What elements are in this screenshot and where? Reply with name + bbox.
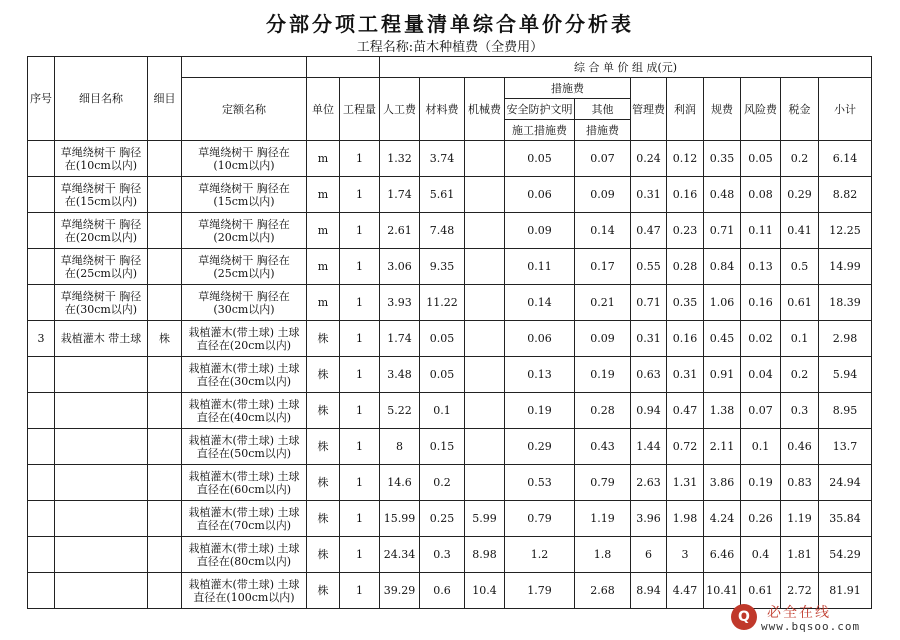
table-header <box>28 57 872 141</box>
cell-other: 0.43 <box>575 429 631 465</box>
cell-seq <box>28 141 55 177</box>
cell-qty: 1 <box>340 177 380 213</box>
cell-fees: 4.24 <box>704 501 741 537</box>
cell-machine <box>465 285 505 321</box>
header-composition: 综 合 单 价 组 成(元) <box>380 57 872 78</box>
cell-fees: 0.84 <box>704 249 741 285</box>
cell-subtotal: 18.39 <box>819 285 872 321</box>
table-row <box>28 177 872 213</box>
cell-safety: 0.11 <box>505 249 575 285</box>
cell-labor: 3.06 <box>380 249 420 285</box>
cell-qty: 1 <box>340 393 380 429</box>
cell-machine <box>465 177 505 213</box>
cell-tax: 0.29 <box>781 177 819 213</box>
cell-profit: 0.72 <box>667 429 704 465</box>
cell-profit: 0.35 <box>667 285 704 321</box>
header-management: 管理费 <box>631 78 667 141</box>
table-row <box>28 321 872 357</box>
cell-seq <box>28 213 55 249</box>
cell-seq <box>28 429 55 465</box>
cell-fees: 0.45 <box>704 321 741 357</box>
cell-mgmt: 0.55 <box>631 249 667 285</box>
cell-profit: 0.47 <box>667 393 704 429</box>
cell-risk: 0.16 <box>741 285 781 321</box>
cell-seq <box>28 501 55 537</box>
cell-safety: 1.2 <box>505 537 575 573</box>
cell-subtotal: 5.94 <box>819 357 872 393</box>
cell-name <box>55 501 148 537</box>
cell-fees: 1.06 <box>704 285 741 321</box>
cell-material: 0.15 <box>420 429 465 465</box>
cell-machine <box>465 393 505 429</box>
table-row <box>28 249 872 285</box>
watermark-logo-icon: Q <box>731 604 757 630</box>
cell-unit: 株 <box>307 393 340 429</box>
cell-qty: 1 <box>340 285 380 321</box>
cell-unit: 株 <box>307 537 340 573</box>
cell-unit: m <box>307 177 340 213</box>
cell-labor: 3.93 <box>380 285 420 321</box>
cell-tax: 2.72 <box>781 573 819 609</box>
cell-quota: 栽植灌木(带土球) 土球直径在(40cm以内) <box>182 393 307 429</box>
watermark-name: 必全在线 <box>767 605 831 621</box>
cell-labor: 8 <box>380 429 420 465</box>
cell-fees: 10.41 <box>704 573 741 609</box>
cell-code <box>148 393 182 429</box>
cell-risk: 0.26 <box>741 501 781 537</box>
header-measures: 措施费 <box>505 78 631 99</box>
cell-qty: 1 <box>340 465 380 501</box>
cell-labor: 14.6 <box>380 465 420 501</box>
cell-code <box>148 249 182 285</box>
cell-unit: 株 <box>307 321 340 357</box>
cell-quota: 栽植灌木(带土球) 土球直径在(70cm以内) <box>182 501 307 537</box>
header-tax: 税金 <box>781 78 819 141</box>
cell-unit: 株 <box>307 429 340 465</box>
cell-machine <box>465 321 505 357</box>
cell-other: 0.07 <box>575 141 631 177</box>
cell-risk: 0.1 <box>741 429 781 465</box>
table-row <box>28 537 872 573</box>
cell-safety: 1.79 <box>505 573 575 609</box>
cell-risk: 0.4 <box>741 537 781 573</box>
cell-profit: 0.16 <box>667 177 704 213</box>
cell-unit: m <box>307 285 340 321</box>
cell-material: 7.48 <box>420 213 465 249</box>
cell-qty: 1 <box>340 249 380 285</box>
page-title: 分部分项工程量清单综合单价分析表 <box>266 12 634 36</box>
cell-code <box>148 357 182 393</box>
cell-quota: 栽植灌木(带土球) 土球直径在(80cm以内) <box>182 537 307 573</box>
cell-fees: 0.71 <box>704 213 741 249</box>
cell-safety: 0.53 <box>505 465 575 501</box>
cell-qty: 1 <box>340 573 380 609</box>
cell-name: 草绳绕树干 胸径在(15cm以内) <box>55 177 148 213</box>
cell-labor: 1.74 <box>380 321 420 357</box>
cell-quota: 栽植灌木(带土球) 土球直径在(60cm以内) <box>182 465 307 501</box>
cell-other: 0.79 <box>575 465 631 501</box>
cell-unit: m <box>307 249 340 285</box>
cell-subtotal: 81.91 <box>819 573 872 609</box>
cell-machine: 8.98 <box>465 537 505 573</box>
cell-subtotal: 2.98 <box>819 321 872 357</box>
cell-tax: 0.3 <box>781 393 819 429</box>
cell-labor: 3.48 <box>380 357 420 393</box>
cell-fees: 2.11 <box>704 429 741 465</box>
cell-mgmt: 0.47 <box>631 213 667 249</box>
cell-other: 0.19 <box>575 357 631 393</box>
cell-risk: 0.11 <box>741 213 781 249</box>
cell-tax: 0.5 <box>781 249 819 285</box>
cell-labor: 5.22 <box>380 393 420 429</box>
header-material: 材料费 <box>420 78 465 141</box>
cell-seq <box>28 573 55 609</box>
cell-unit: m <box>307 213 340 249</box>
cell-name: 草绳绕树干 胸径在(25cm以内) <box>55 249 148 285</box>
unit-price-analysis-table <box>27 56 872 609</box>
header-fees: 规费 <box>704 78 741 141</box>
cell-material: 9.35 <box>420 249 465 285</box>
cell-unit: m <box>307 141 340 177</box>
table-row <box>28 357 872 393</box>
header-seq: 序号 <box>28 57 55 141</box>
cell-name: 草绳绕树干 胸径在(10cm以内) <box>55 141 148 177</box>
cell-safety: 0.14 <box>505 285 575 321</box>
cell-tax: 0.1 <box>781 321 819 357</box>
cell-subtotal: 24.94 <box>819 465 872 501</box>
cell-subtotal: 14.99 <box>819 249 872 285</box>
cell-seq <box>28 285 55 321</box>
cell-name <box>55 573 148 609</box>
cell-subtotal: 12.25 <box>819 213 872 249</box>
cell-name <box>55 465 148 501</box>
cell-mgmt: 0.94 <box>631 393 667 429</box>
cell-material: 11.22 <box>420 285 465 321</box>
cell-machine <box>465 465 505 501</box>
cell-qty: 1 <box>340 141 380 177</box>
cell-machine <box>465 141 505 177</box>
cell-profit: 0.23 <box>667 213 704 249</box>
cell-material: 0.25 <box>420 501 465 537</box>
cell-safety: 0.79 <box>505 501 575 537</box>
cell-material: 0.2 <box>420 465 465 501</box>
table-row <box>28 213 872 249</box>
cell-labor: 15.99 <box>380 501 420 537</box>
cell-profit: 4.47 <box>667 573 704 609</box>
cell-labor: 24.34 <box>380 537 420 573</box>
cell-profit: 0.12 <box>667 141 704 177</box>
cell-risk: 0.02 <box>741 321 781 357</box>
cell-unit: 株 <box>307 501 340 537</box>
cell-material: 0.3 <box>420 537 465 573</box>
cell-mgmt: 1.44 <box>631 429 667 465</box>
cell-code <box>148 573 182 609</box>
cell-name: 草绳绕树干 胸径在(30cm以内) <box>55 285 148 321</box>
cell-quota: 草绳绕树干 胸径在(25cm以内) <box>182 249 307 285</box>
table-row <box>28 429 872 465</box>
header-safety-top: 安全防护文明 <box>505 99 575 120</box>
cell-code <box>148 285 182 321</box>
table-row <box>28 285 872 321</box>
cell-labor: 1.32 <box>380 141 420 177</box>
cell-quota: 栽植灌木(带土球) 土球直径在(100cm以内) <box>182 573 307 609</box>
cell-profit: 1.31 <box>667 465 704 501</box>
cell-tax: 0.61 <box>781 285 819 321</box>
cell-profit: 3 <box>667 537 704 573</box>
cell-material: 0.05 <box>420 321 465 357</box>
cell-seq <box>28 465 55 501</box>
cell-code <box>148 537 182 573</box>
table-body <box>28 141 872 609</box>
cell-fees: 6.46 <box>704 537 741 573</box>
cell-subtotal: 54.29 <box>819 537 872 573</box>
watermark <box>731 604 866 634</box>
cell-other: 1.8 <box>575 537 631 573</box>
cell-safety: 0.06 <box>505 177 575 213</box>
cell-material: 0.05 <box>420 357 465 393</box>
table-row <box>28 393 872 429</box>
cell-safety: 0.13 <box>505 357 575 393</box>
cell-other: 0.28 <box>575 393 631 429</box>
cell-material: 3.74 <box>420 141 465 177</box>
cell-code: 株 <box>148 321 182 357</box>
cell-fees: 0.48 <box>704 177 741 213</box>
cell-material: 5.61 <box>420 177 465 213</box>
cell-other: 0.09 <box>575 321 631 357</box>
cell-profit: 0.28 <box>667 249 704 285</box>
cell-qty: 1 <box>340 213 380 249</box>
cell-other: 0.17 <box>575 249 631 285</box>
table-row <box>28 465 872 501</box>
cell-quota: 栽植灌木(带土球) 土球直径在(30cm以内) <box>182 357 307 393</box>
cell-fees: 1.38 <box>704 393 741 429</box>
cell-subtotal: 8.95 <box>819 393 872 429</box>
header-blank-2 <box>307 57 380 78</box>
cell-subtotal: 6.14 <box>819 141 872 177</box>
header-profit: 利润 <box>667 78 704 141</box>
cell-qty: 1 <box>340 357 380 393</box>
cell-material: 0.1 <box>420 393 465 429</box>
cell-machine <box>465 213 505 249</box>
cell-safety: 0.19 <box>505 393 575 429</box>
header-unit: 单位 <box>307 78 340 141</box>
header-subtotal: 小计 <box>819 78 872 141</box>
cell-name <box>55 537 148 573</box>
cell-mgmt: 8.94 <box>631 573 667 609</box>
cell-subtotal: 35.84 <box>819 501 872 537</box>
cell-safety: 0.09 <box>505 213 575 249</box>
cell-tax: 1.19 <box>781 501 819 537</box>
cell-other: 2.68 <box>575 573 631 609</box>
cell-other: 1.19 <box>575 501 631 537</box>
cell-qty: 1 <box>340 321 380 357</box>
header-safety-bottom: 施工措施费 <box>505 120 575 141</box>
table-row <box>28 141 872 177</box>
header-item-name: 细目名称 <box>55 57 148 141</box>
cell-seq <box>28 537 55 573</box>
cell-quota: 栽植灌木(带土球) 土球直径在(20cm以内) <box>182 321 307 357</box>
header-quota-name: 定额名称 <box>182 78 307 141</box>
cell-safety: 0.29 <box>505 429 575 465</box>
cell-safety: 0.06 <box>505 321 575 357</box>
watermark-url: www.bqsoo.com <box>761 620 861 633</box>
header-item-code: 细目 <box>148 57 182 141</box>
cell-quota: 草绳绕树干 胸径在(10cm以内) <box>182 141 307 177</box>
cell-quota: 草绳绕树干 胸径在(30cm以内) <box>182 285 307 321</box>
cell-profit: 0.16 <box>667 321 704 357</box>
cell-risk: 0.61 <box>741 573 781 609</box>
cell-profit: 0.31 <box>667 357 704 393</box>
header-machine: 机械费 <box>465 78 505 141</box>
cell-other: 0.09 <box>575 177 631 213</box>
cell-fees: 0.91 <box>704 357 741 393</box>
cell-safety: 0.05 <box>505 141 575 177</box>
cell-qty: 1 <box>340 501 380 537</box>
cell-seq <box>28 357 55 393</box>
cell-code <box>148 501 182 537</box>
cell-mgmt: 0.24 <box>631 141 667 177</box>
cell-labor: 39.29 <box>380 573 420 609</box>
cell-tax: 0.41 <box>781 213 819 249</box>
cell-risk: 0.13 <box>741 249 781 285</box>
header-other-bottom: 措施费 <box>575 120 631 141</box>
cell-unit: 株 <box>307 573 340 609</box>
cell-seq <box>28 249 55 285</box>
cell-mgmt: 3.96 <box>631 501 667 537</box>
cell-risk: 0.07 <box>741 393 781 429</box>
cell-tax: 1.81 <box>781 537 819 573</box>
cell-fees: 3.86 <box>704 465 741 501</box>
cell-name: 草绳绕树干 胸径在(20cm以内) <box>55 213 148 249</box>
cell-quota: 栽植灌木(带土球) 土球直径在(50cm以内) <box>182 429 307 465</box>
cell-tax: 0.83 <box>781 465 819 501</box>
cell-subtotal: 8.82 <box>819 177 872 213</box>
cell-labor: 1.74 <box>380 177 420 213</box>
cell-tax: 0.2 <box>781 141 819 177</box>
cell-tax: 0.46 <box>781 429 819 465</box>
cell-risk: 0.05 <box>741 141 781 177</box>
header-other-top: 其他 <box>575 99 631 120</box>
cell-risk: 0.08 <box>741 177 781 213</box>
cell-code <box>148 141 182 177</box>
cell-risk: 0.19 <box>741 465 781 501</box>
header-quantity: 工程量 <box>340 78 380 141</box>
cell-seq: 3 <box>28 321 55 357</box>
cell-machine: 10.4 <box>465 573 505 609</box>
cell-machine <box>465 249 505 285</box>
cell-machine <box>465 429 505 465</box>
cell-other: 0.14 <box>575 213 631 249</box>
cell-profit: 1.98 <box>667 501 704 537</box>
cell-labor: 2.61 <box>380 213 420 249</box>
cell-quota: 草绳绕树干 胸径在(15cm以内) <box>182 177 307 213</box>
header-risk: 风险费 <box>741 78 781 141</box>
header-labor: 人工费 <box>380 78 420 141</box>
cell-mgmt: 0.31 <box>631 177 667 213</box>
cell-mgmt: 2.63 <box>631 465 667 501</box>
cell-code <box>148 213 182 249</box>
cell-quota: 草绳绕树干 胸径在(20cm以内) <box>182 213 307 249</box>
cell-name <box>55 357 148 393</box>
table-row <box>28 501 872 537</box>
cell-unit: 株 <box>307 465 340 501</box>
cell-machine <box>465 357 505 393</box>
cell-subtotal: 13.7 <box>819 429 872 465</box>
cell-tax: 0.2 <box>781 357 819 393</box>
cell-qty: 1 <box>340 537 380 573</box>
cell-name: 栽植灌木 带土球 <box>55 321 148 357</box>
cell-mgmt: 0.71 <box>631 285 667 321</box>
cell-name <box>55 429 148 465</box>
cell-risk: 0.04 <box>741 357 781 393</box>
cell-seq <box>28 393 55 429</box>
cell-mgmt: 6 <box>631 537 667 573</box>
cell-seq <box>28 177 55 213</box>
cell-fees: 0.35 <box>704 141 741 177</box>
cell-unit: 株 <box>307 357 340 393</box>
cell-qty: 1 <box>340 429 380 465</box>
cell-code <box>148 177 182 213</box>
cell-other: 0.21 <box>575 285 631 321</box>
project-name: 工程名称:苗木种植费（全费用） <box>356 40 544 55</box>
cell-machine: 5.99 <box>465 501 505 537</box>
cell-mgmt: 0.63 <box>631 357 667 393</box>
cell-mgmt: 0.31 <box>631 321 667 357</box>
cell-material: 0.6 <box>420 573 465 609</box>
cell-code <box>148 465 182 501</box>
cell-name <box>55 393 148 429</box>
header-blank <box>182 57 307 78</box>
cell-code <box>148 429 182 465</box>
